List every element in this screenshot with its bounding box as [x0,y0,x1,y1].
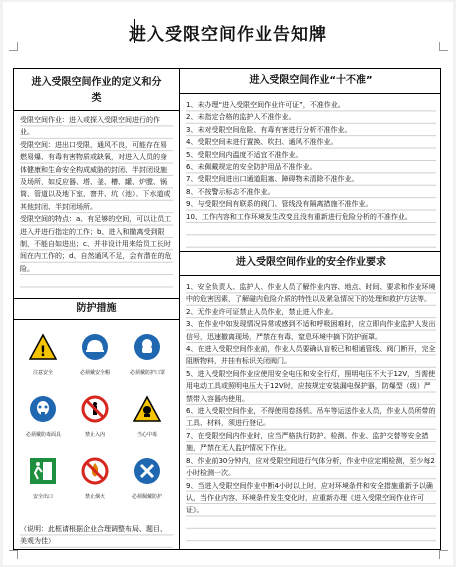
safety-requirements-header: 进入受限空间作业的安全作业要求 [236,257,386,268]
sign-caption: 禁止烟火 [84,494,105,500]
safety-signs-grid [22,327,172,523]
notice-table [13,68,441,550]
column-divider [179,69,180,549]
row-divider [14,319,179,320]
sign-caption: 安全出口 [32,494,53,500]
mask-sign-icon [130,331,164,377]
document-page [3,2,453,565]
protective-header: 防护措施 [76,303,117,314]
attention-sign-icon [26,331,60,377]
sign-caption: 必须戴防毒面具 [26,432,62,438]
no-entry-sign-icon [78,393,112,439]
crop-mark [9,42,18,51]
crop-mark [9,550,18,559]
sign-caption: 注意安全 [32,370,53,376]
safety-requirements-list: 1、安全负责人、监护人、作业人员了解作业内容、地点、时间、要求和作业环境中的危害因素，了解碰内危险介质的特性以及紧急情况下的处理和救护方法等。 2、无作业许可证禁止人员作业，禁止进入作业。 3、在作业中如发现情况异常或感到不适和呼吸困难时，应立即向作业监护人发出信号，迅速撤离现场，严禁在有毒、窒息环境中摘下防护面罩。 4、在进入受限空间作业前，作业人员要确认盲板已和相通管线、阀门断开，完全阻断物料，并挂有标识关闭阀门。 5、进入受限空间作业应使用安全电压和安全行灯，照明电压不大于12V，当需使用电动工具或照明电压大于12V时，应按规定安装漏电保护器，防爆型（级）严禁带入容器内使用。 6、进入受限空间作业，不得使用卷扬机、吊车等运送作业人员，作业人员所带的工具、材料，须进行登记。 7、在受限空间内作业时，应当严格执行防护、检测、作业、监护交替等安全措施，严禁在无人监护情况下作业。 8、作业前30分钟内，应对受限空间进行气体分析，作业中应定期检测，至少每2小时检测一次。 9、当进入受限空间作业中断4小时以上时，应对环境条件和安全措施重新予以确认，当作业内容、环境条件发生变化时，应重新办理《进入受限空间作业许可证》。 [186,281,436,547]
poison-sign-icon [130,393,164,439]
wear-protective-sign-icon [130,455,164,501]
row-divider [14,298,179,299]
helmet-sign-icon [78,331,112,377]
ten-no-list: 1、未办理“进入受限空间作业许可证”，不准作业。 2、未指定合格的监护人不准作业。 3、未对受限空间危险、有毒有害进行分析不准作业。 4、受限空间未进行置换、吹扫、通风不准作业。 5、受限空间内温度不适宜不准作业。 6、未佩戴规定的安全防护用品不准作业。 7、受限空间进出口通道阻塞、障碍物未清除不准作业。 8、不按警示标志不准作业。 9、与受限空间有联系的阀门、管线没有隔离措施不准作业。 10、工作内容和工作环境发生改变且没有重新进行危险分析的不准作业。 [186,99,436,249]
page-title: 进入受限空间作业告知牌 [129,25,327,45]
definition-header: 进入受限空间作业的定义和分类 [31,77,162,104]
definition-text: 受限空间作业：进入或探入受限空间进行的作业。 受限空间：进出口受限，通风不良，可能存在易燃易爆、有毒有害物质或缺氧，对进入人员的身体健康和生命安全构成威胁的封闭、半封闭设施及场所，如反应器、塔、釜、槽、罐、炉膛、锅筒、管道以及地下室、窨井、坑（池）、下水道或其他封闭、半封闭场所。 受限空间的特点：a、有足够的空间，可以让员工进入并进行指定的工作；b、进入和撤离受到限制，不能自如进出；c、并非设计用来给员工长时间在内工作的；d、自然通风不足，会有潜在的危险。 [20,114,173,294]
row-divider [14,110,179,111]
row-divider [180,275,440,276]
sign-caption: 必须戴安全帽 [79,370,110,376]
sign-caption: 当心中毒 [136,432,157,438]
crop-mark [439,42,448,51]
svg-text:!: ! [39,344,47,360]
protective-note: （说明：此框请根据企业合理调整布局、题目、美观为佳） [20,523,173,549]
sign-caption: 禁止入内 [84,432,105,438]
sign-caption: 必须戴防护口罩 [130,370,166,376]
row-divider [180,251,440,252]
row-divider [180,93,440,94]
no-open-flame-sign-icon [78,455,112,501]
gas-mask-sign-icon [26,393,60,439]
sign-caption: 必须佩戴防护 [131,494,162,500]
ten-no-header: 进入受限空间作业“十不准” [249,75,373,86]
exit-sign-icon [26,455,60,501]
crop-mark [439,550,448,559]
